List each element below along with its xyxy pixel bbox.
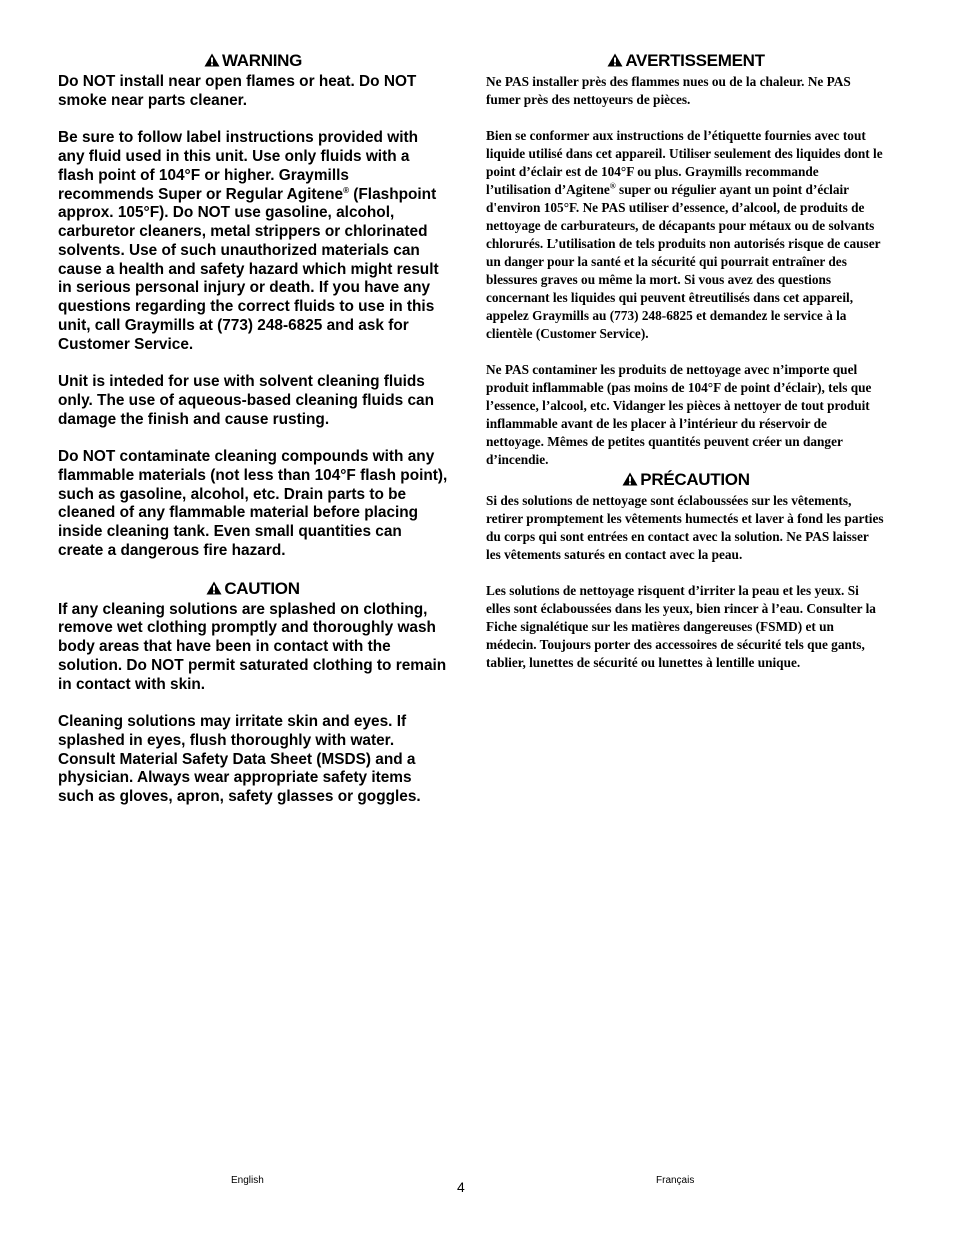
english-column [58,50,448,826]
footer-language-french: Français [656,1175,695,1186]
page-number: 4 [457,1179,465,1195]
caution-triangle-icon [622,472,638,486]
caution-paragraph-1: If any cleaning solutions are splashed on clothing, remove wet clothing promptly and thoroughly wash body areas that have been in contact with the solution. Do NOT permit saturated clothing to remain in contact with skin. [58,600,447,693]
precaution-paragraph-2: Les solutions de nettoyage risquent d’irriter la peau et les yeux. Si elles sont éclaboussées dans les yeux, bien rincer à l’eau. Consulter la Fiche signalétique sur les matières dangereuses (FSMD) et un médecin. Toujours porter des accessoires de sécurité tels que gants, tablier, lunettes de sécurité ou lunettes à lentille unique. [486,583,876,670]
caution-paragraph-2: Cleaning solutions may irritate skin and eyes. If splashed in eyes, flush thoroughly with water. Consult Material Safety Data Sheet (MSDS) and a physician. Always wear appropriate safety items such as gloves, apron, safety glasses or goggles. [58,713,421,805]
caution-heading-text: CAUTION [224,578,300,598]
avertissement-paragraph-2: Bien se conformer aux instructions de l’étiquette fournies avec tout liquide utilisé dans cet appareil. Utiliser seulement des liquides dont le point d’éclair est de 104°F ou plus. Graymills recommande l’utilisation d’Agitene® super ou régulier ayant un point d’éclair d'environ 105°F. Ne PAS utiliser d’essence, d’alcool, de produits de nettoyage de carburateurs, de décapants pour métaux ou de solvants chlorurés. L’utilisation de tels produits non autorisés risque de causer un danger pour la santé et la sécurité qui pourrait entraîner des blessures graves ou même la mort. Si vous avez des questions concernant les liquides qui peuvent êtreutilisés dans cet appareil, appelez Graymills au (773) 248-6825 et demandez le service à la clientèle (Customer Service). [486,128,883,341]
warning-paragraph-2: Be sure to follow label instructions provided with any fluid used in this unit. Use only fluids with a flash point of 104°F or higher. Graymills recommends Super or Regular Agitene® (Flashpoint approx. 105°F). Do NOT use gasoline, alcohol, carburetor cleaners, metal strippers or chlorinated solvents. Use of such unauthorized materials can cause a health and safety hazard which might result in serious personal injury or death. If you have any questions regarding the correct fluids to use in this unit, call Graymills at (773) 248-6825 and ask for Customer Service. [58,129,439,353]
warning-paragraph-1: Do NOT install near open flames or heat. Do NOT smoke near parts cleaner. [58,73,417,109]
avertissement-paragraph-1: Ne PAS installer près des flammes nues ou de la chaleur. Ne PAS fumer près des nettoyeurs de pièces. [486,74,851,107]
french-column [486,50,886,690]
precaution-heading-text: PRÉCAUTION [640,470,750,489]
warning-heading-text: WARNING [221,51,303,70]
avertissement-heading-text: AVERTISSEMENT [625,51,765,70]
warning-triangle-icon [204,53,220,67]
precaution-heading [486,469,886,491]
avertissement-heading [486,50,886,72]
caution-triangle-icon [206,581,222,595]
avertissement-paragraph-3: Ne PAS contaminer les produits de nettoyage avec n’importe quel produit inflammable (pas moins de 104°F de point d’éclair), tels que l’essence, l’alcool, etc. Vidanger les pièces à nettoyer de tout produit inflammable avant de les placer à l’intérieur du réservoir de nettoyage. Mêmes de petites quantités peuvent créer un danger d’incendie. [486,362,872,467]
warning-paragraph-3: Unit is inteded for use with solvent cleaning fluids only. The use of aqueous-based cleaning fluids can damage the finish and cause rusting. [58,373,434,428]
warning-heading [58,50,448,72]
warning-paragraph-4: Do NOT contaminate cleaning compounds with any flammable materials (not less than 104°F flash point), such as gasoline, alcohol, etc. Drain parts to be cleaned of any flammable material before placing inside cleaning tank. Even small quantities can create a dangerous fire hazard. [58,448,448,559]
caution-heading [58,578,448,600]
footer-language-english: English [231,1175,264,1186]
precaution-paragraph-1: Si des solutions de nettoyage sont éclaboussées sur les vêtements, retirer promptement les vêtements humectés et laver à fond les parties du corps qui sont entrées en contact avec la solution. Ne PAS laisser les vêtements saturés en contact avec la peau. [486,493,884,562]
warning-triangle-icon [607,53,623,67]
